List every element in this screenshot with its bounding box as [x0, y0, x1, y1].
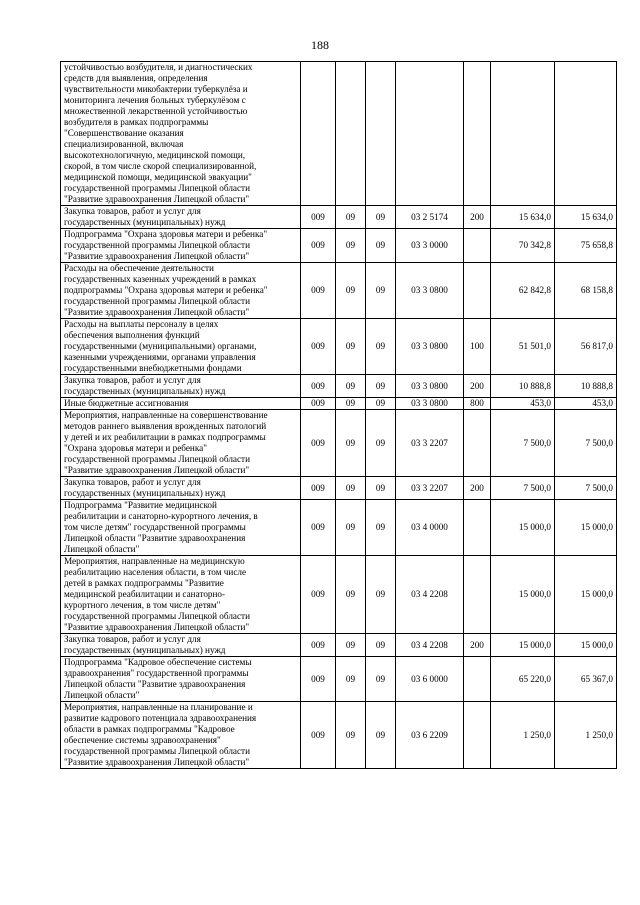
table-row: [61, 702, 617, 769]
amount-year2-cell: 1 250,0: [555, 702, 617, 769]
amount-year1-cell: 15 000,0: [491, 634, 555, 657]
amount-year1-cell: 65 220,0: [491, 657, 555, 702]
section-code-cell: 09: [336, 398, 366, 410]
target-article-cell: 03 3 0800: [396, 375, 464, 398]
amount-year2-cell: 15 000,0: [555, 556, 617, 634]
target-article-cell: 03 6 0000: [396, 657, 464, 702]
subsection-code-cell: 09: [366, 500, 396, 556]
row-name-cell: устойчивостью возбудителя, и диагностических средств для выявления, определения чувствительности микобактерии туберкулёза и мониторинга лечения больных туберкулёзом с множественной лекарственной устойчивостью возбудителя в рамках подпрограммы "Совершенствование оказания специализированной, включая высокотехнологичную, медицинской помощи, скорой, в том числе скорой специализированной, медицинской помощи, медицинской эвакуации" государственной программы Липецкой области "Развитие здравоохранения Липецкой области": [61, 62, 301, 206]
amount-year2-cell: 10 888,8: [555, 375, 617, 398]
target-article-cell: 03 6 2209: [396, 702, 464, 769]
row-name-cell: Мероприятия, направленные на совершенствование методов раннего выявления врожденных патологий у детей и их реабилитации в рамках подпрограммы "Охрана здоровья матери и ребенка" государственной программы Липецкой области "Развитие здравоохранения Липецкой области": [61, 410, 301, 477]
expense-type-cell: [464, 500, 491, 556]
section-code-cell: 09: [336, 702, 366, 769]
section-code-cell: [336, 62, 366, 206]
amount-year1-cell: 7 500,0: [491, 410, 555, 477]
ministry-code-cell: 009: [301, 500, 336, 556]
amount-year2-cell: [555, 62, 617, 206]
section-code-cell: 09: [336, 375, 366, 398]
ministry-code-cell: 009: [301, 263, 336, 319]
table-row: [61, 263, 617, 319]
section-code-cell: 09: [336, 319, 366, 375]
subsection-code-cell: 09: [366, 263, 396, 319]
expense-type-cell: [464, 263, 491, 319]
amount-year1-cell: 15 634,0: [491, 206, 555, 229]
ministry-code-cell: 009: [301, 206, 336, 229]
section-code-cell: 09: [336, 657, 366, 702]
ministry-code-cell: 009: [301, 477, 336, 500]
table-row: [61, 556, 617, 634]
amount-year1-cell: [491, 62, 555, 206]
table-row: [61, 634, 617, 657]
expense-type-cell: [464, 657, 491, 702]
expense-type-cell: 800: [464, 398, 491, 410]
amount-year1-cell: 453,0: [491, 398, 555, 410]
subsection-code-cell: 09: [366, 398, 396, 410]
amount-year1-cell: 62 842,8: [491, 263, 555, 319]
amount-year1-cell: 15 000,0: [491, 556, 555, 634]
row-name-cell: Закупка товаров, работ и услуг для государственных (муниципальных) нужд: [61, 206, 301, 229]
expense-type-cell: [464, 556, 491, 634]
section-code-cell: 09: [336, 206, 366, 229]
table-row: [61, 500, 617, 556]
amount-year2-cell: 7 500,0: [555, 477, 617, 500]
subsection-code-cell: 09: [366, 206, 396, 229]
row-name-cell: Мероприятия, направленные на медицинскую реабилитацию населения области, в том числе детей в рамках подпрограммы "Развитие медицинской реабилитации и санаторно- курортного лечения, в том числе детям" государственной программы Липецкой области "Развитие здравоохранения Липецкой области": [61, 556, 301, 634]
row-name-cell: Закупка товаров, работ и услуг для государственных (муниципальных) нужд: [61, 375, 301, 398]
row-name-cell: Иные бюджетные ассигнования: [61, 398, 301, 410]
amount-year2-cell: 7 500,0: [555, 410, 617, 477]
row-name-cell: Расходы на выплаты персоналу в целях обеспечения выполнения функций государственными (муниципальными) органами, казенными учреждениями, органами управления государственными внебюджетными фондами: [61, 319, 301, 375]
amount-year2-cell: 68 158,8: [555, 263, 617, 319]
section-code-cell: 09: [336, 500, 366, 556]
target-article-cell: 03 4 2208: [396, 634, 464, 657]
section-code-cell: 09: [336, 229, 366, 263]
table-row: [61, 657, 617, 702]
amount-year2-cell: 65 367,0: [555, 657, 617, 702]
target-article-cell: 03 4 2208: [396, 556, 464, 634]
ministry-code-cell: 009: [301, 410, 336, 477]
row-name-cell: Закупка товаров, работ и услуг для государственных (муниципальных) нужд: [61, 477, 301, 500]
subsection-code-cell: [366, 62, 396, 206]
ministry-code-cell: 009: [301, 657, 336, 702]
amount-year2-cell: 56 817,0: [555, 319, 617, 375]
expense-type-cell: 200: [464, 634, 491, 657]
row-name-cell: Подпрограмма "Охрана здоровья матери и ребенка" государственной программы Липецкой области "Развитие здравоохранения Липецкой области": [61, 229, 301, 263]
row-name-cell: Подпрограмма "Развитие медицинской реабилитации и санаторно-курортного лечения, в том числе детям" государственной программы Липецкой области "Развитие здравоохранения Липецкой области": [61, 500, 301, 556]
expense-type-cell: 200: [464, 206, 491, 229]
ministry-code-cell: 009: [301, 398, 336, 410]
row-name-cell: Мероприятия, направленные на планирование и развитие кадрового потенциала здравоохранения области в рамках подпрограммы "Кадровое обеспечение системы здравоохранения" государственной программы Липецкой области "Развитие здравоохранения Липецкой области": [61, 702, 301, 769]
row-name-cell: Расходы на обеспечение деятельности государственных казенных учреждений в рамках подпрограммы "Охрана здоровья матери и ребенка" государственной программы Липецкой области "Развитие здравоохранения Липецкой области": [61, 263, 301, 319]
ministry-code-cell: 009: [301, 229, 336, 263]
ministry-code-cell: 009: [301, 634, 336, 657]
table-row: [61, 62, 617, 206]
target-article-cell: 03 4 0000: [396, 500, 464, 556]
table-row: [61, 206, 617, 229]
expense-type-cell: [464, 410, 491, 477]
subsection-code-cell: 09: [366, 634, 396, 657]
table-row: [61, 375, 617, 398]
amount-year1-cell: 70 342,8: [491, 229, 555, 263]
table-row: [61, 410, 617, 477]
amount-year2-cell: 15 000,0: [555, 500, 617, 556]
target-article-cell: 03 3 0800: [396, 263, 464, 319]
expense-type-cell: 200: [464, 477, 491, 500]
expense-type-cell: [464, 62, 491, 206]
amount-year2-cell: 15 000,0: [555, 634, 617, 657]
table-row: [61, 398, 617, 410]
table-row: [61, 319, 617, 375]
target-article-cell: 03 2 5174: [396, 206, 464, 229]
amount-year1-cell: 1 250,0: [491, 702, 555, 769]
row-name-cell: Закупка товаров, работ и услуг для государственных (муниципальных) нужд: [61, 634, 301, 657]
amount-year2-cell: 75 658,8: [555, 229, 617, 263]
section-code-cell: 09: [336, 410, 366, 477]
subsection-code-cell: 09: [366, 702, 396, 769]
expense-type-cell: 200: [464, 375, 491, 398]
budget-table-body: [61, 62, 617, 769]
ministry-code-cell: 009: [301, 702, 336, 769]
amount-year2-cell: 15 634,0: [555, 206, 617, 229]
amount-year2-cell: 453,0: [555, 398, 617, 410]
target-article-cell: [396, 62, 464, 206]
ministry-code-cell: 009: [301, 556, 336, 634]
ministry-code-cell: 009: [301, 375, 336, 398]
table-row: [61, 477, 617, 500]
section-code-cell: 09: [336, 634, 366, 657]
amount-year1-cell: 7 500,0: [491, 477, 555, 500]
ministry-code-cell: 009: [301, 319, 336, 375]
section-code-cell: 09: [336, 477, 366, 500]
section-code-cell: 09: [336, 556, 366, 634]
amount-year1-cell: 10 888,8: [491, 375, 555, 398]
subsection-code-cell: 09: [366, 375, 396, 398]
target-article-cell: 03 3 2207: [396, 477, 464, 500]
ministry-code-cell: [301, 62, 336, 206]
subsection-code-cell: 09: [366, 229, 396, 263]
subsection-code-cell: 09: [366, 477, 396, 500]
expense-type-cell: [464, 702, 491, 769]
subsection-code-cell: 09: [366, 657, 396, 702]
expense-type-cell: 100: [464, 319, 491, 375]
target-article-cell: 03 3 0800: [396, 398, 464, 410]
page-number: 188: [311, 38, 329, 52]
subsection-code-cell: 09: [366, 319, 396, 375]
row-name-cell: Подпрограмма "Кадровое обеспечение системы здравоохранения" государственной программы Липецкой области "Развитие здравоохранения Липецкой области": [61, 657, 301, 702]
budget-table: [60, 61, 617, 769]
amount-year1-cell: 15 000,0: [491, 500, 555, 556]
subsection-code-cell: 09: [366, 556, 396, 634]
target-article-cell: 03 3 2207: [396, 410, 464, 477]
amount-year1-cell: 51 501,0: [491, 319, 555, 375]
expense-type-cell: [464, 229, 491, 263]
table-row: [61, 229, 617, 263]
subsection-code-cell: 09: [366, 410, 396, 477]
section-code-cell: 09: [336, 263, 366, 319]
target-article-cell: 03 3 0000: [396, 229, 464, 263]
target-article-cell: 03 3 0800: [396, 319, 464, 375]
